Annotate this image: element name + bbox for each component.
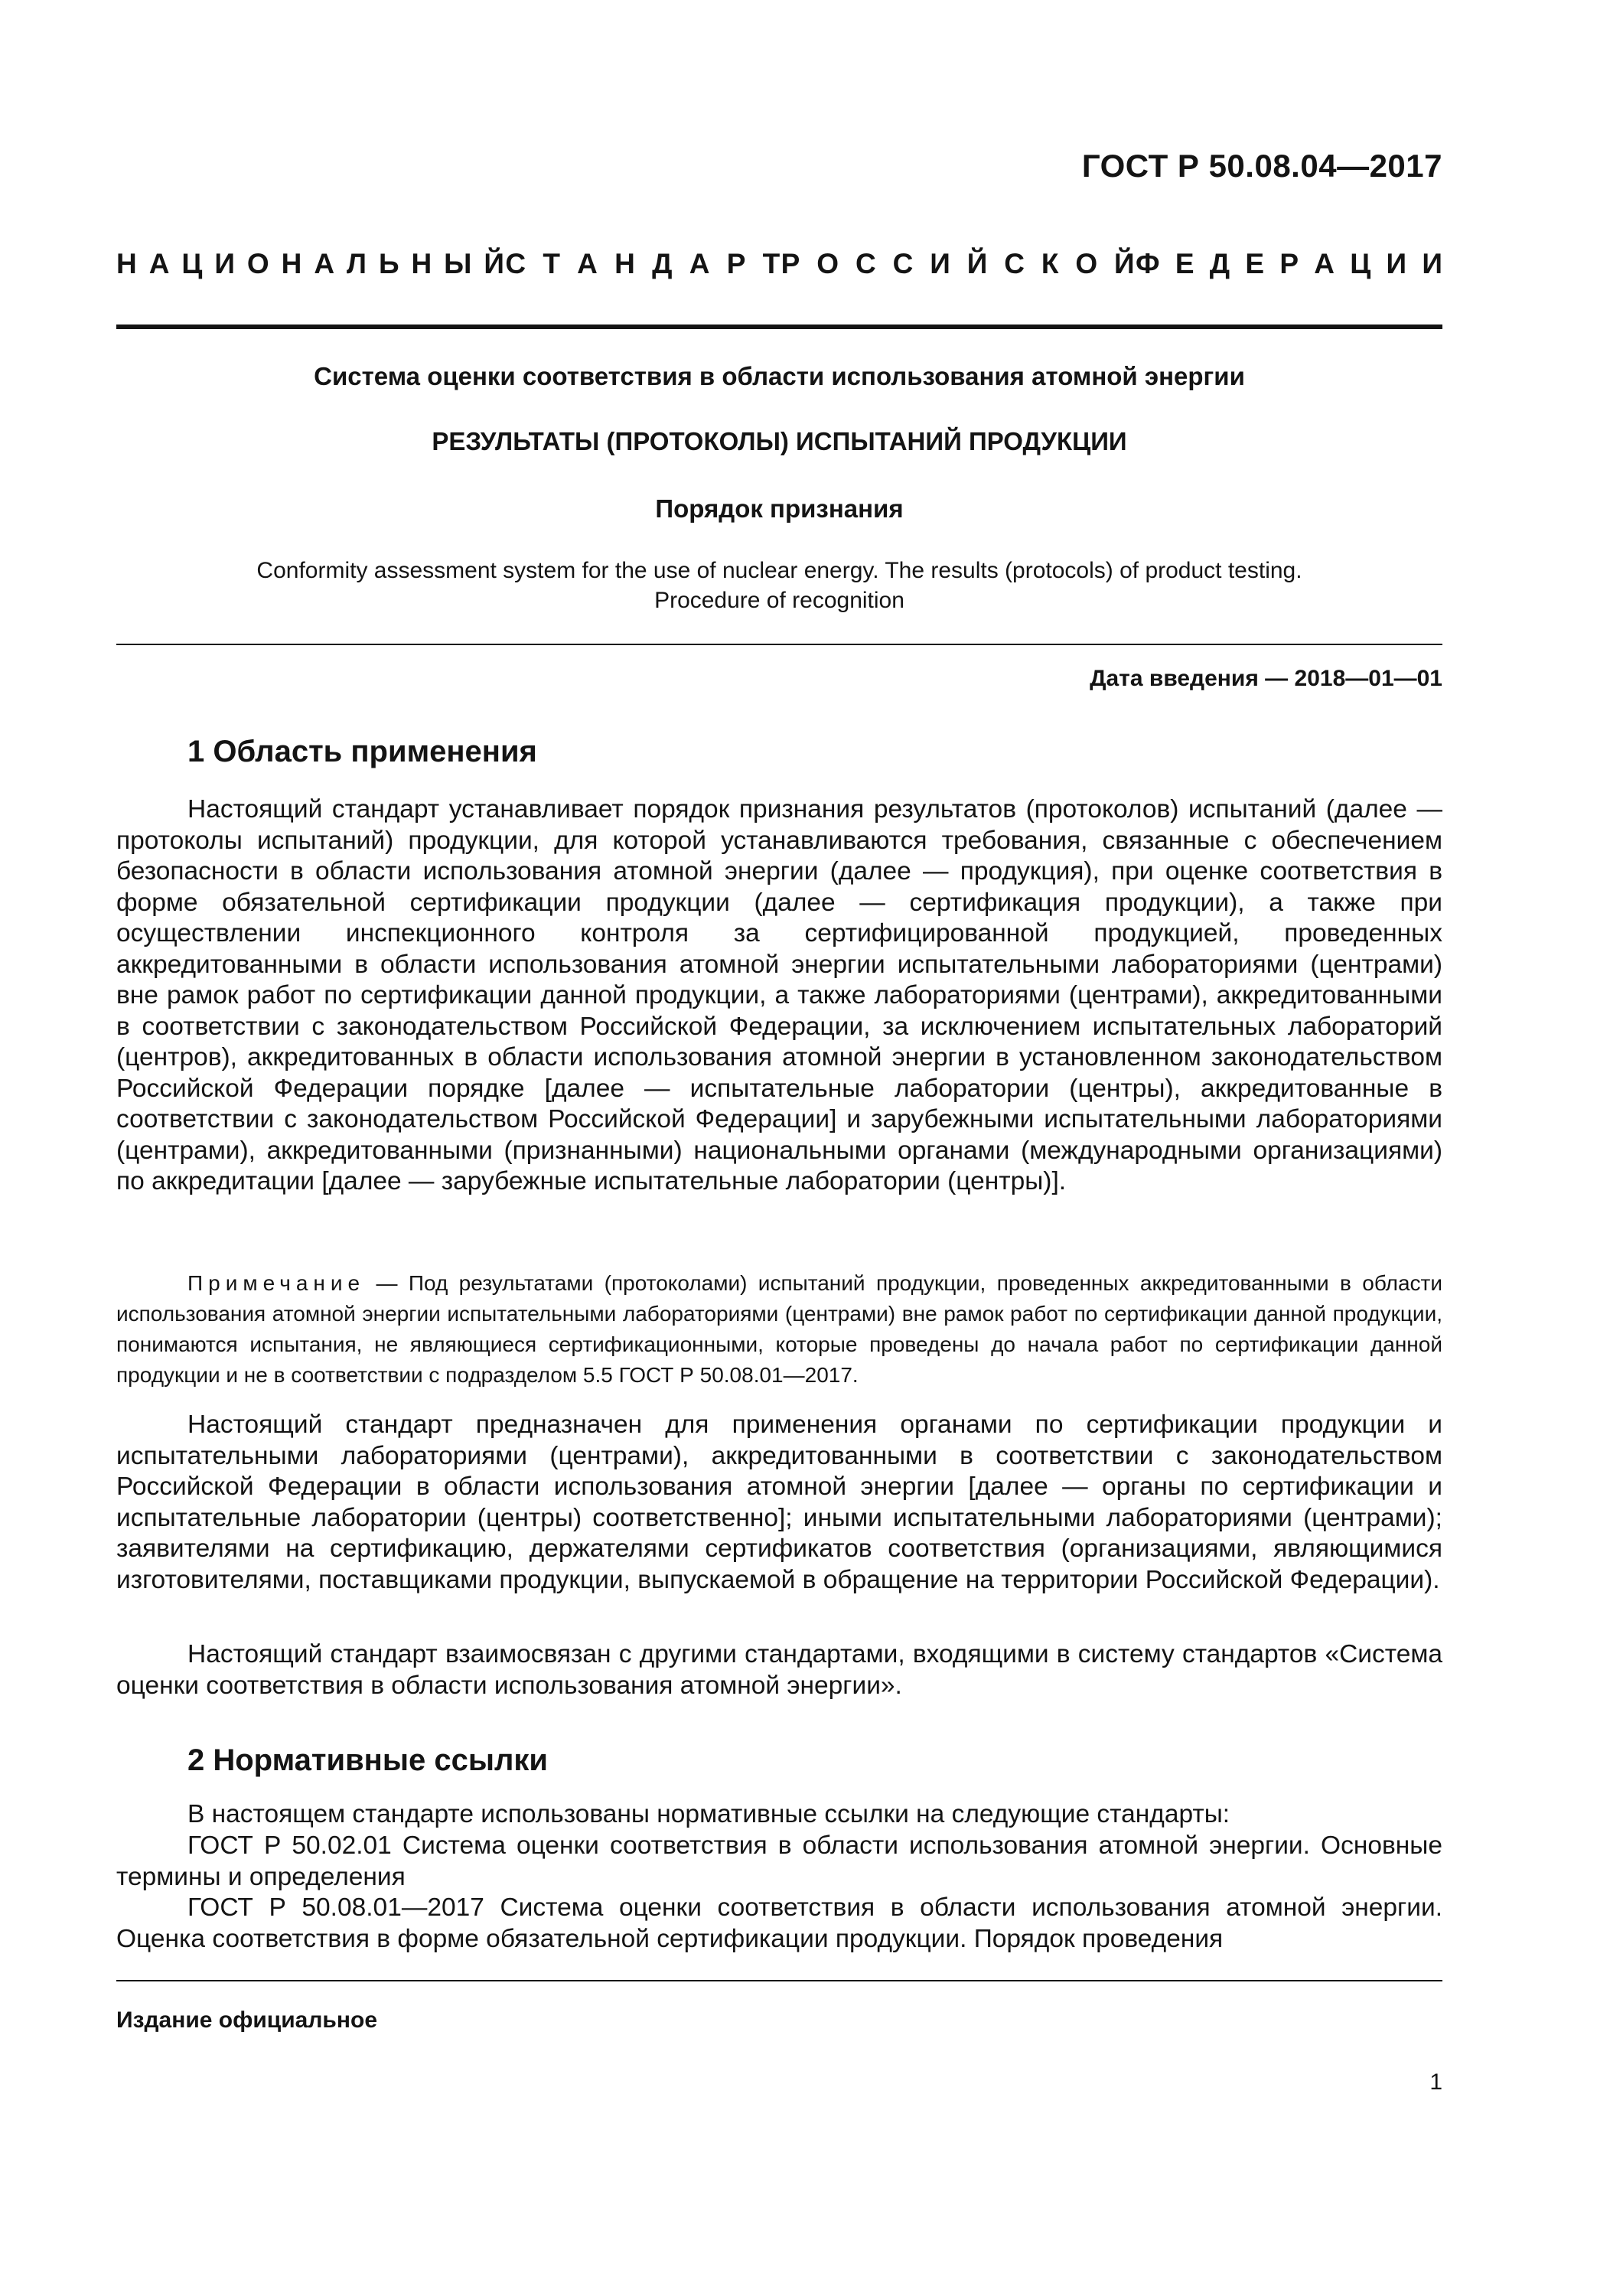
banner-letter: Т [543, 248, 560, 279]
header-divider [116, 325, 1442, 329]
banner-letter: К [1041, 248, 1059, 279]
banner-letter: С [892, 248, 914, 279]
banner-word [116, 246, 504, 282]
banner-letter: Р [1279, 248, 1299, 279]
national-standard-banner [116, 246, 1442, 282]
section-2-intro: В настоящем стандарте использованы нормативные ссылки на следующие стандарты: [187, 1800, 1230, 1828]
section-2-heading: 2 Нормативные ссылки [187, 1743, 549, 1777]
banner-letter: И [930, 248, 950, 279]
banner-letter: Д [652, 248, 673, 279]
footer-divider [116, 1980, 1442, 1981]
english-title-line: Conformity assessment system for the use of nuclear energy. The results (protocols) of product testing. [256, 558, 1302, 583]
banner-letter: Ц [181, 248, 203, 279]
banner-letter: А [577, 248, 598, 279]
banner-letter: С [855, 248, 876, 279]
document-code: ГОСТ Р 50.08.04—2017 [1081, 148, 1442, 184]
normative-reference: ГОСТ Р 50.08.01—2017 Система оценки соответствия в области использования атомной энергии. Оценка соответствия в форме обязательной сертификации продукции. Порядок проведения [116, 1893, 1442, 1953]
section-1-paragraph: Настоящий стандарт предназначен для применения органами по сертификации продукции и испытательными лабораториями (центрами), аккредитованными в соответствии с законодательством Российской Федерации в области использования атомной энергии [далее — органы по сертификации и испытательные лаборатории (центры) соответственно]; иными испытательными лабораториями (центрами); заявителями на сертификацию, держателями сертификатов соответствия (организациями, являющимися изготовителями, поставщиками продукции, выпускаемой в обращение на территории Российской Федерации). [116, 1411, 1442, 1594]
section-1-paragraph: Настоящий стандарт устанавливает порядок признания результатов (протоколов) испытаний (далее — протоколы испытаний) продукции, для которой устанавливаются требования, связанные с обеспечением безопасности в области использования атомной энергии (далее — продукция), при оценке соответствия в форме обязательной сертификации продукции (далее — сертификация продукции), а также при осуществлении инспекционного контроля за сертифицированной продукцией, проведенных аккредитованными в области использования атомной энергии испытательными лабораториями (центрами) вне рамок работ по сертификации данной продукции, а также лабораториями (центрами), аккредитованными в соответствии с законодательством Российской Федерации, за исключением испытательных лабораторий (центров), аккредитованных в области использования атомной энергии в установленном законодательством Российской Федерации порядке [далее — испытательные лаборатории (центры), аккредитованные в соответствии с законодательством Российской Федерации] и зарубежными испытательными лабораториями (центрами), аккредитованными (признанными) национальными органами (международными организациями) по аккредитации [далее — зарубежные испытательные лаборатории (центры)]. [116, 795, 1442, 1195]
edition-label: Издание официальное [116, 2007, 378, 2033]
banner-word [505, 246, 780, 282]
banner-letter: Р [726, 248, 746, 279]
banner-letter: Е [1175, 248, 1194, 279]
note-text: — Под результатами (протоколами) испытаний продукции, проведенных аккредитованными в области использования атомной энергии испытательными лабораториями (центрами) вне рамок работ по сертификации данной продукции, понимаются испытания, не являющиеся сертификационными, которые проведены до начала работ по сертификации данной продукции и не в соответствии с подразделом 5.5 ГОСТ Р 50.08.01—2017. [116, 1271, 1442, 1387]
banner-letter: Е [1245, 248, 1265, 279]
banner-letter: О [246, 248, 269, 279]
banner-letter: Д [1209, 248, 1230, 279]
banner-letter: О [816, 248, 839, 279]
banner-letter: А [314, 248, 335, 279]
section-1-heading: 1 Область применения [187, 735, 537, 768]
banner-letter: О [1075, 248, 1098, 279]
banner-letter: Р [781, 248, 800, 279]
banner-word [1136, 246, 1442, 282]
banner-word [781, 246, 1135, 282]
system-title: Система оценки соответствия в области использования атомной энергии [314, 362, 1245, 390]
normative-reference: ГОСТ Р 50.02.01 Система оценки соответствия в области использования атомной энергии. Основные термины и определения [116, 1831, 1442, 1891]
banner-letter: Н [281, 248, 302, 279]
introduction-date: Дата введения — 2018—01—01 [1090, 666, 1442, 691]
banner-letter: А [689, 248, 710, 279]
banner-letter: И [1386, 248, 1407, 279]
banner-letter: Ь [378, 248, 399, 279]
banner-letter: Ы [444, 248, 472, 279]
banner-letter: И [1422, 248, 1442, 279]
note-label: Примечание [187, 1271, 366, 1295]
main-title: РЕЗУЛЬТАТЫ (ПРОТОКОЛЫ) ИСПЫТАНИЙ ПРОДУКЦИИ [432, 427, 1127, 455]
banner-letter: Й [484, 248, 504, 279]
page-number: 1 [1429, 2069, 1442, 2095]
banner-letter: А [148, 248, 170, 279]
subtitle: Порядок признания [655, 494, 904, 523]
banner-letter: Т [762, 248, 781, 279]
banner-letter: Л [347, 248, 367, 279]
banner-letter: А [1314, 248, 1335, 279]
english-title [116, 556, 1442, 615]
banner-letter: С [1004, 248, 1025, 279]
banner-letter: С [505, 248, 526, 279]
banner-letter: И [214, 248, 235, 279]
banner-letter: Й [1114, 248, 1135, 279]
title-divider [116, 644, 1442, 645]
section-1-paragraph: Настоящий стандарт взаимосвязан с другими стандартами, входящими в систему стандартов «Система оценки соответствия в области использования атомной энергии». [116, 1640, 1442, 1700]
english-title-line: Procedure of recognition [654, 588, 904, 613]
banner-letter: Н [614, 248, 635, 279]
banner-letter: Н [411, 248, 432, 279]
section-1-note [116, 1268, 1442, 1391]
banner-letter: Н [116, 248, 137, 279]
banner-letter: Ф [1135, 248, 1160, 279]
banner-letter: Ц [1350, 248, 1371, 279]
banner-letter: Й [966, 248, 988, 279]
